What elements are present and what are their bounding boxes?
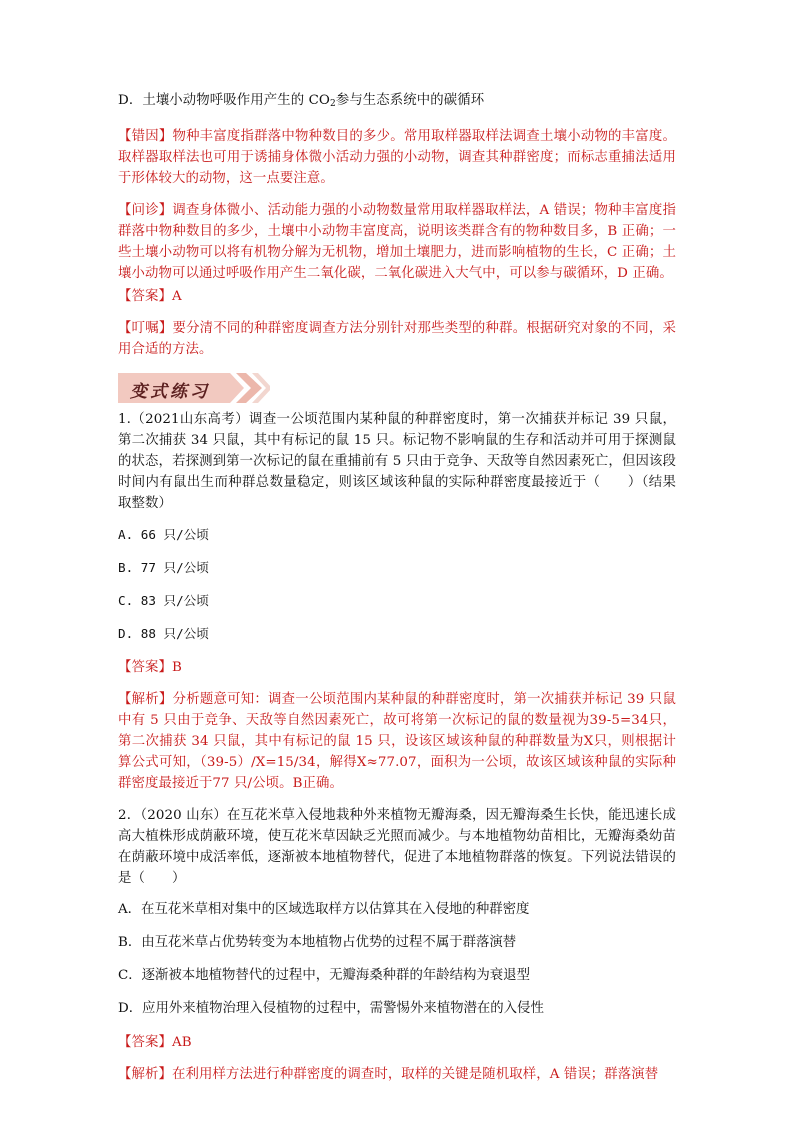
question-1-stem: 1.（2021山东高考）调查一公顷范围内某种鼠的种群密度时，第一次捕获并标记 39 只鼠，第二次捕获 34 只鼠，其中有标记的鼠 15 只。标记物不影响鼠的生存和活动并可用于探测鼠的状态，若探测到第一次标记的鼠在重捕前有 5 只由于竞争、天敌等自然因素死亡，但因该段时间内有鼠出生而种群总数量稳定，则该区域该种鼠的实际种群密度最接近于（ ）（结果取整数） [118, 412, 676, 511]
reminder-paragraph [118, 318, 676, 360]
q2-answer-value: AB [171, 1035, 192, 1050]
answer-tag: 【答案】 [118, 289, 172, 304]
q2-option-b: B．由互花米草占优势转变为本地植物占优势的过程不属于群落演替 [118, 935, 517, 950]
q2-analysis-tag: 【解析】 [118, 1067, 172, 1082]
option-d-text-b: 参与生态系统中的碳循环 [335, 93, 485, 108]
option-d-text-a: D．土壤小动物呼吸作用产生的 CO [118, 93, 330, 108]
co2-subscript: 2 [330, 99, 336, 109]
q1-option-b: B. 77 只/公顷 [118, 560, 209, 575]
answer-line [118, 286, 676, 307]
q1-answer-line [118, 657, 676, 678]
error-cause-tag: 【错因】 [118, 129, 173, 144]
q2-analysis-text: 在利用样方法进行种群密度的调查时，取样的关键是随机取样，A 错误；群落演替 [171, 1067, 659, 1082]
question-2-stem: 2．（2020 山东）在互花米草入侵地栽种外来植物无瓣海桑，因无瓣海桑生长快，能迅速长成高大植株形成荫蔽环境，使互花米草因缺乏光照而减少。与本地植物幼苗相比，无瓣海桑幼苗在荫蔽环境中成活率低，逐渐被本地植物替代，促进了本地植物群落的恢复。下列说法错误的是（ ） [118, 808, 676, 886]
q1-analysis-tag: 【解析】 [118, 692, 173, 707]
q2-answer-tag: 【答案】 [118, 1035, 172, 1050]
answer-value: A [171, 289, 182, 304]
banner-title: 变式练习 [130, 382, 210, 402]
q2-option-d: D．应用外来植物治理入侵植物的过程中，需警惕外来植物潜在的入侵性 [118, 1001, 544, 1016]
q1-option-a: A. 66 只/公顷 [118, 527, 209, 542]
reminder-tag: 【叮嘱】 [118, 321, 173, 336]
q2-option-a: A．在互花米草相对集中的区域选取样方以估算其在入侵地的种群密度 [118, 902, 530, 917]
section-banner [118, 371, 270, 405]
option-d-intro [118, 90, 676, 115]
q1-analysis-paragraph [118, 689, 676, 794]
error-cause-text: 物种丰富度指群落中物种数目的多少。常用取样器取样法调查土壤小动物的丰富度。取样器取样法也可用于诱捕身体微小活动力强的小动物，调查其种群密度；而标志重捕法适用于形体较大的动物，这一点要注意。 [118, 129, 676, 186]
error-cause-paragraph [118, 126, 676, 189]
q1-option-c: C. 83 只/公顷 [118, 593, 209, 608]
q2-answer-line [118, 1032, 676, 1053]
diagnosis-tag: 【问诊】 [118, 203, 173, 218]
q1-analysis-text: 分析题意可知：调查一公顷范围内某种鼠的种群密度时，第一次捕获并标记 39 只鼠中有 5 只由于竞争、天敌等自然因素死亡，故可将第一次标记的鼠的数量视为39-5=34只，第二次捕获 34 只鼠，其中有标记的鼠 15 只，设该区域该种鼠的种群数量为X只，则根据计算公式可知，（39-5）/X=15/34，解得X≈77.07，面积为一公顷，故该区域该种鼠的实际种群密度最接近于77 只/公顷。B正确。 [118, 692, 676, 791]
q1-answer-tag: 【答案】 [118, 660, 172, 675]
diagnosis-text: 调查身体微小、活动能力强的小动物数量常用取样器取样法，A 错误；物种丰富度指群落中物种数目的多少，土壤中小动物丰富度高，说明该类群含有的物种数目多，B 正确；一些土壤小动物可以将有机物分解为无机物，增加土壤肥力，进而影响植物的生长，C 正确；土壤小动物可以通过呼吸作用产生二氧化碳，二氧化碳进入大气中，可以参与碳循环，D 正确。 [118, 203, 676, 281]
diagnosis-paragraph [118, 200, 676, 284]
q1-option-d: D. 88 只/公顷 [118, 626, 209, 641]
q1-answer-value: B [171, 660, 182, 675]
q2-option-c: C．逐渐被本地植物替代的过程中，无瓣海桑种群的年龄结构为衰退型 [118, 968, 530, 983]
reminder-text: 要分清不同的种群密度调查方法分别针对那些类型的种群。根据研究对象的不同，采用合适的方法。 [118, 321, 676, 357]
q2-analysis-paragraph [118, 1064, 676, 1085]
